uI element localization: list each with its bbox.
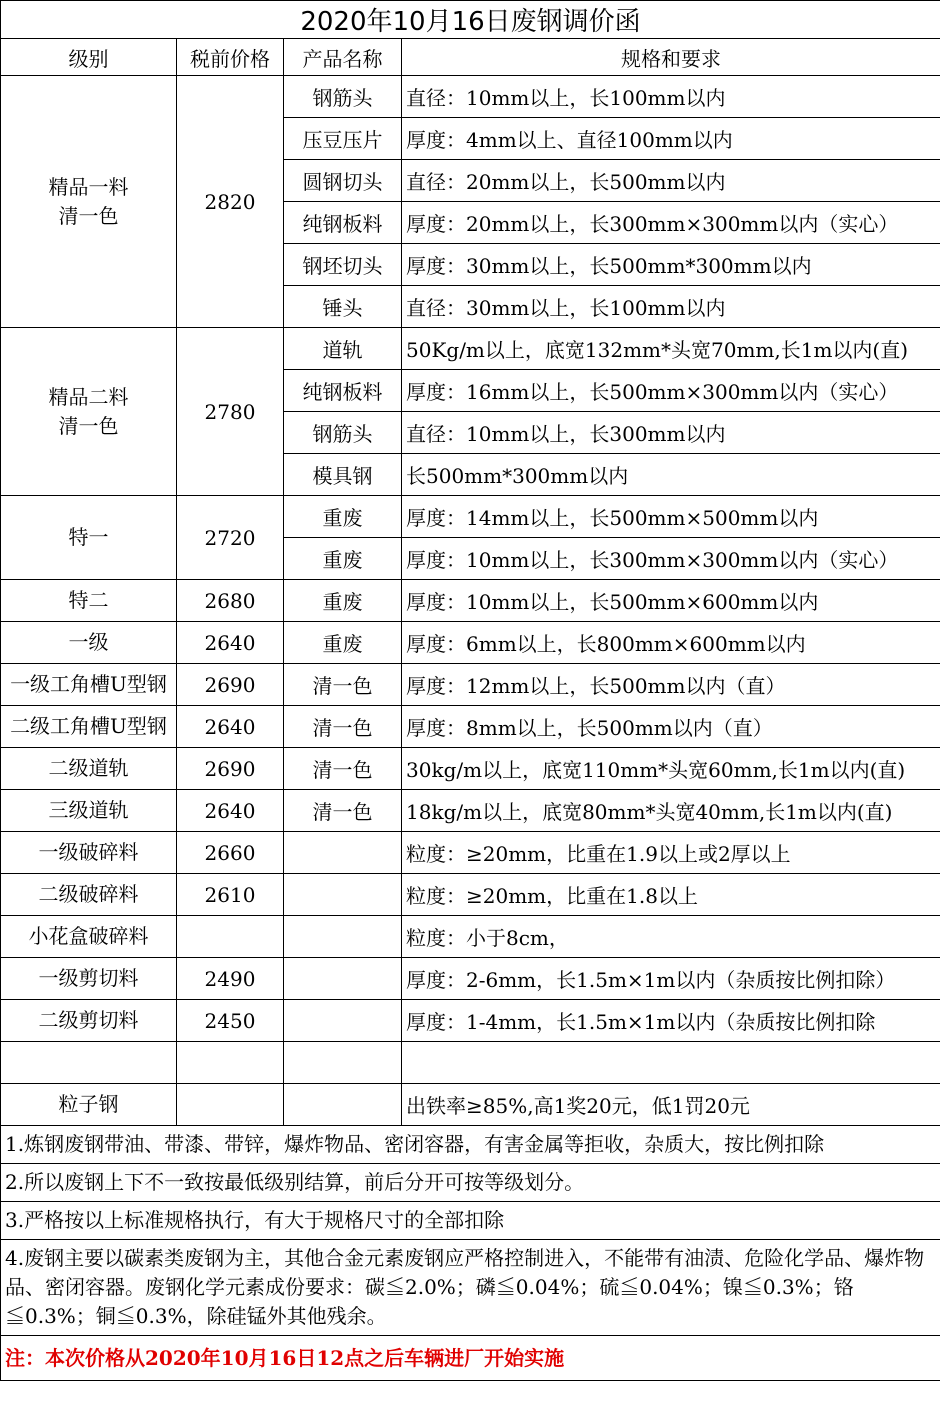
- spec-cell: 厚度：4mm以上、直径100mm以内: [402, 118, 940, 160]
- table-row: [1, 1042, 940, 1084]
- product-cell: 圆钢切头: [284, 160, 402, 202]
- note-text: 4.废钢主要以碳素类废钢为主，其他合金元素废钢应严格控制进入，不能带有油渍、危险化学品、爆炸物品、密闭容器。废钢化学元素成份要求：碳≦2.0%；磷≦0.04%；硫≦0.04%；镍≦0.3%；铬≦0.3%；铜≦0.3%，除硅锰外其他残余。: [1, 1240, 940, 1336]
- table-row: [1, 916, 940, 958]
- price-cell: 2610: [177, 874, 284, 916]
- table-row: [1, 1084, 940, 1126]
- spec-cell: 厚度：10mm以上，长500mm×600mm以内: [402, 580, 940, 622]
- page-title: 2020年10月16日废钢调价函: [1, 1, 940, 39]
- grade-cell: 一级: [1, 622, 177, 664]
- grade-cell: 一级剪切料: [1, 958, 177, 1000]
- price-cell: 2660: [177, 832, 284, 874]
- product-cell: 道轨: [284, 328, 402, 370]
- spec-cell: 厚度：20mm以上，长300mm×300mm以内（实心）: [402, 202, 940, 244]
- header-price: 税前价格: [177, 39, 284, 76]
- product-cell: 纯钢板料: [284, 202, 402, 244]
- price-cell: [177, 1042, 284, 1084]
- price-cell: 2450: [177, 1000, 284, 1042]
- spec-cell: 厚度：10mm以上，长300mm×300mm以内（实心）: [402, 538, 940, 580]
- header-row: [1, 39, 940, 76]
- spec-cell: 厚度：2-6mm，长1.5m×1m以内（杂质按比例扣除）: [402, 958, 940, 1000]
- price-cell: 2640: [177, 790, 284, 832]
- spec-cell: 粒度：小于8cm，: [402, 916, 940, 958]
- note-text: 3.严格按以上标准规格执行，有大于规格尺寸的全部扣除: [1, 1202, 940, 1240]
- product-cell: [284, 958, 402, 1000]
- spec-cell: 厚度：14mm以上，长500mm×500mm以内: [402, 496, 940, 538]
- spec-cell: [402, 1042, 940, 1084]
- product-cell: 钢坯切头: [284, 244, 402, 286]
- product-cell: 重废: [284, 538, 402, 580]
- product-cell: 清一色: [284, 706, 402, 748]
- product-cell: 钢筋头: [284, 412, 402, 454]
- spec-cell: 直径：10mm以上，长300mm以内: [402, 412, 940, 454]
- footer-note: 注：本次价格从2020年10月16日12点之后车辆进厂开始实施: [1, 1336, 940, 1381]
- spec-cell: 50Kg/m以上，底宽132mm*头宽70mm,长1m以内(直): [402, 328, 940, 370]
- product-cell: [284, 1000, 402, 1042]
- price-cell: 2690: [177, 748, 284, 790]
- price-cell: 2690: [177, 664, 284, 706]
- product-cell: 重废: [284, 622, 402, 664]
- grade-cell: 精品一料 清一色: [1, 76, 177, 328]
- grade-cell: 一级破碎料: [1, 832, 177, 874]
- spec-cell: 直径：30mm以上，长100mm以内: [402, 286, 940, 328]
- note-text: 2.所以废钢上下不一致按最低级别结算，前后分开可按等级划分。: [1, 1164, 940, 1202]
- table-row: [1, 748, 940, 790]
- price-cell: 2820: [177, 76, 284, 328]
- spec-cell: 厚度：6mm以上，长800mm×600mm以内: [402, 622, 940, 664]
- product-cell: 纯钢板料: [284, 370, 402, 412]
- table-row: [1, 706, 940, 748]
- product-cell: 模具钢: [284, 454, 402, 496]
- table-row: [1, 832, 940, 874]
- grade-cell: 二级破碎料: [1, 874, 177, 916]
- spec-cell: 厚度：16mm以上，长500mm×300mm以内（实心）: [402, 370, 940, 412]
- table-row: [1, 874, 940, 916]
- table-row: [1, 958, 940, 1000]
- product-cell: [284, 832, 402, 874]
- spec-cell: 30kg/m以上，底宽110mm*头宽60mm,长1m以内(直): [402, 748, 940, 790]
- grade-cell: 三级道轨: [1, 790, 177, 832]
- header-spec: 规格和要求: [402, 39, 940, 76]
- product-cell: [284, 874, 402, 916]
- product-cell: 清一色: [284, 748, 402, 790]
- grade-cell: 精品二料 清一色: [1, 328, 177, 496]
- grade-cell: 特一: [1, 496, 177, 580]
- spec-cell: 厚度：30mm以上，长500mm*300mm以内: [402, 244, 940, 286]
- product-cell: [284, 1084, 402, 1126]
- price-cell: 2720: [177, 496, 284, 580]
- price-cell: [177, 1084, 284, 1126]
- grade-cell: 二级剪切料: [1, 1000, 177, 1042]
- grade-cell: 小花盒破碎料: [1, 916, 177, 958]
- table-row: [1, 622, 940, 664]
- note-text: 1.炼钢废钢带油、带漆、带锌，爆炸物品、密闭容器，有害金属等拒收，杂质大，按比例扣除: [1, 1126, 940, 1164]
- spec-cell: 直径：10mm以上，长100mm以内: [402, 76, 940, 118]
- note-row: [1, 1240, 940, 1336]
- product-cell: 压豆压片: [284, 118, 402, 160]
- spec-cell: 厚度：12mm以上，长500mm以内（直）: [402, 664, 940, 706]
- grade-cell: 特二: [1, 580, 177, 622]
- grade-cell: 二级道轨: [1, 748, 177, 790]
- spec-cell: 18kg/m以上，底宽80mm*头宽40mm,长1m以内(直): [402, 790, 940, 832]
- grade-cell: 二级工角槽U型钢: [1, 706, 177, 748]
- product-cell: 锤头: [284, 286, 402, 328]
- grade-cell: [1, 1042, 177, 1084]
- table-row: [1, 496, 940, 538]
- note-row: [1, 1164, 940, 1202]
- table-row: [1, 580, 940, 622]
- spec-cell: 厚度：1-4mm，长1.5m×1m以内（杂质按比例扣除: [402, 1000, 940, 1042]
- spec-cell: 粒度：≥20mm，比重在1.8以上: [402, 874, 940, 916]
- table-row: [1, 1000, 940, 1042]
- note-row: [1, 1202, 940, 1240]
- spec-cell: 厚度：8mm以上，长500mm以内（直）: [402, 706, 940, 748]
- product-cell: 钢筋头: [284, 76, 402, 118]
- table-row: [1, 790, 940, 832]
- price-cell: 2780: [177, 328, 284, 496]
- spec-cell: 出铁率≥85%,高1奖20元，低1罚20元: [402, 1084, 940, 1126]
- header-product: 产品名称: [284, 39, 402, 76]
- footer-note-row: [1, 1336, 940, 1381]
- price-cell: 2640: [177, 622, 284, 664]
- grade-cell: 粒子钢: [1, 1084, 177, 1126]
- product-cell: 重废: [284, 580, 402, 622]
- price-cell: 2680: [177, 580, 284, 622]
- table-row: [1, 76, 940, 118]
- product-cell: 清一色: [284, 790, 402, 832]
- product-cell: [284, 916, 402, 958]
- price-cell: 2490: [177, 958, 284, 1000]
- price-cell: [177, 916, 284, 958]
- product-cell: 重废: [284, 496, 402, 538]
- price-cell: 2640: [177, 706, 284, 748]
- grade-cell: 一级工角槽U型钢: [1, 664, 177, 706]
- table-row: [1, 328, 940, 370]
- spec-cell: 粒度：≥20mm，比重在1.9以上或2厚以上: [402, 832, 940, 874]
- header-grade: 级别: [1, 39, 177, 76]
- table-row: [1, 664, 940, 706]
- note-row: [1, 1126, 940, 1164]
- spec-cell: 直径：20mm以上，长500mm以内: [402, 160, 940, 202]
- product-cell: 清一色: [284, 664, 402, 706]
- spec-cell: 长500mm*300mm以内: [402, 454, 940, 496]
- product-cell: [284, 1042, 402, 1084]
